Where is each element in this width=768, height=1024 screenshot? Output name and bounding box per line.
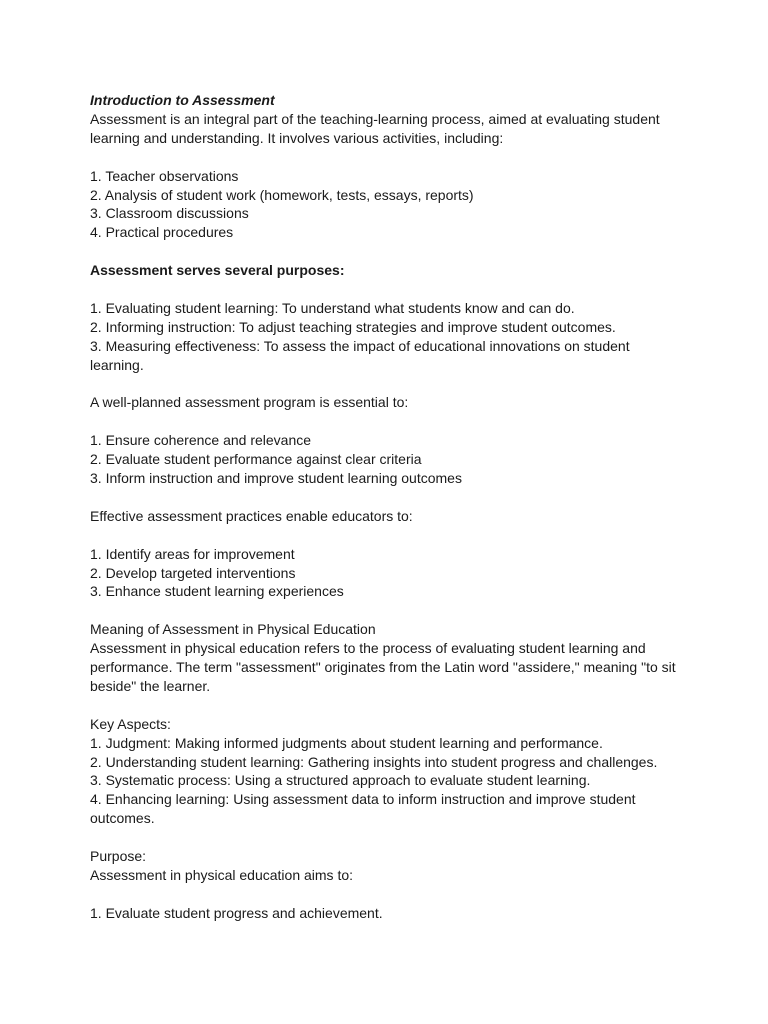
key-aspect-item: outcomes. <box>90 810 155 827</box>
purpose-item: learning. <box>90 356 144 373</box>
activity-item: 3. Classroom discussions <box>90 205 249 222</box>
key-aspect-item: 1. Judgment: Making informed judgments about student learning and performance. <box>90 734 603 751</box>
meaning-text-line: beside" the learner. <box>90 677 211 694</box>
key-aspect-item: 4. Enhancing learning: Using assessment data to inform instruction and improve student <box>90 791 636 808</box>
intro-text-line: learning and understanding. It involves various activities, including: <box>90 129 504 146</box>
meaning-text-line: Assessment in physical education refers to the process of evaluating student learning and <box>90 640 646 657</box>
meaning-text-line: performance. The term "assessment" originates from the Latin word "assidere," meaning "to sit <box>90 659 676 676</box>
activity-item: 1. Teacher observations <box>90 167 239 184</box>
intro-text-line: Assessment is an integral part of the teaching-learning process, aimed at evaluating student <box>90 110 660 127</box>
purpose-item: 2. Informing instruction: To adjust teaching strategies and improve student outcomes. <box>90 318 616 335</box>
activity-item: 2. Analysis of student work (homework, tests, essays, reports) <box>90 186 474 203</box>
purpose-heading: Purpose: <box>90 848 147 865</box>
key-aspect-item: 2. Understanding student learning: Gathering insights into student progress and challenges. <box>90 753 658 770</box>
practices-intro: Effective assessment practices enable educators to: <box>90 507 413 524</box>
key-aspect-item: 3. Systematic process: Using a structured approach to evaluate student learning. <box>90 772 591 789</box>
program-item: 2. Evaluate student performance against clear criteria <box>90 451 422 468</box>
key-aspects-heading: Key Aspects: <box>90 715 171 732</box>
purpose-item: 1. Evaluating student learning: To understand what students know and can do. <box>90 299 575 316</box>
practice-item: 1. Identify areas for improvement <box>90 545 295 562</box>
program-intro: A well-planned assessment program is essential to: <box>90 394 409 411</box>
purpose-intro: Assessment in physical education aims to: <box>90 867 354 883</box>
meaning-heading: Meaning of Assessment in Physical Education <box>90 621 376 638</box>
program-item: 3. Inform instruction and improve student learning outcomes <box>90 470 462 487</box>
activity-item: 4. Practical procedures <box>90 224 234 241</box>
practice-item: 2. Develop targeted interventions <box>90 564 296 581</box>
purpose-item: 3. Measuring effectiveness: To assess the impact of educational innovations on student <box>90 337 630 354</box>
purposes-heading: Assessment serves several purposes: <box>90 262 345 279</box>
practice-item: 3. Enhance student learning experiences <box>90 583 344 600</box>
program-item: 1. Ensure coherence and relevance <box>90 432 312 449</box>
purpose-aim-item: 1. Evaluate student progress and achievement. <box>90 904 383 921</box>
document-page <box>90 91 682 923</box>
intro-heading: Introduction to Assessment <box>90 92 275 108</box>
